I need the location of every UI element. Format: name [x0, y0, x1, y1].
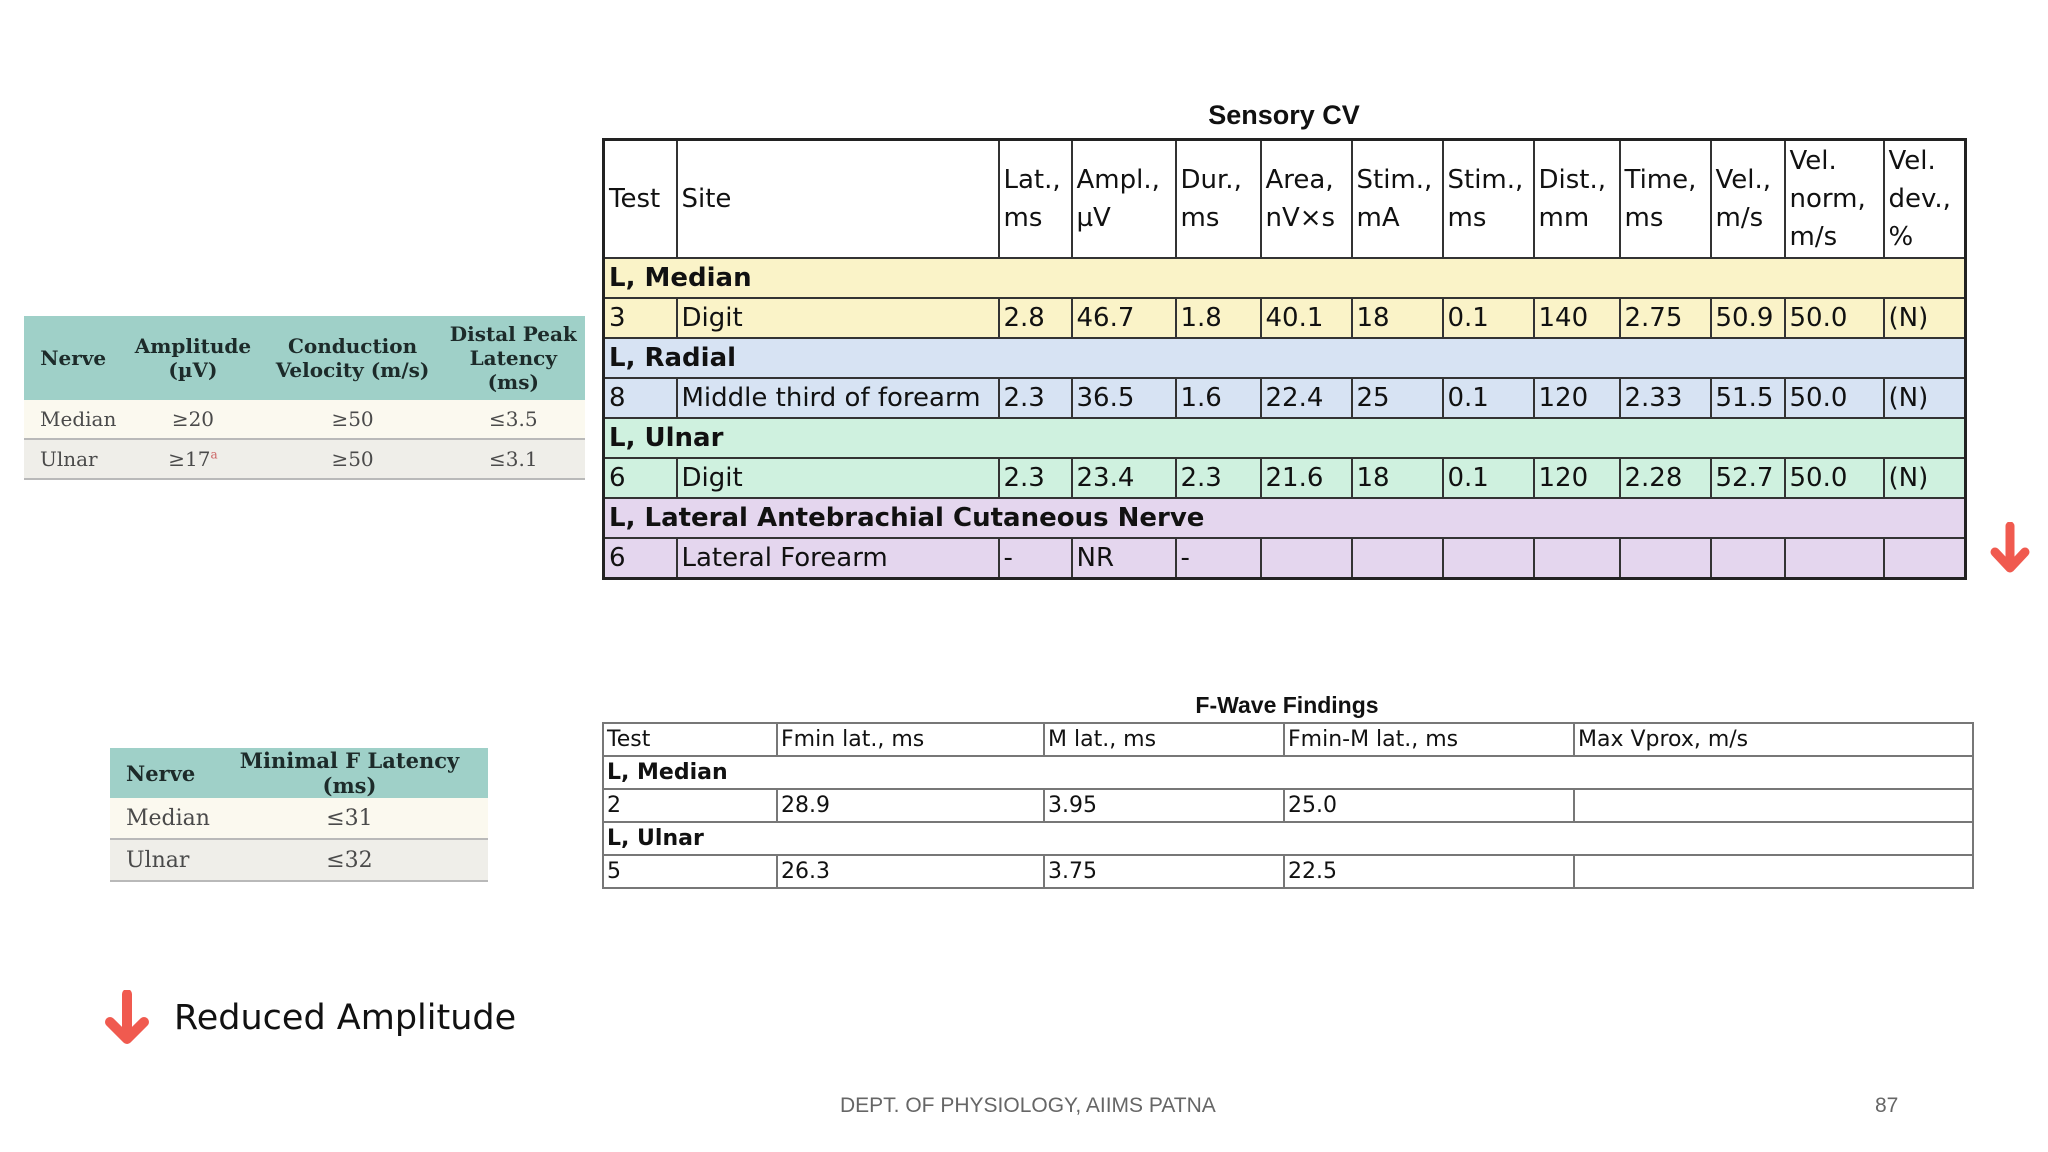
- table-cell: 140: [1534, 298, 1620, 338]
- group-label: L, Median: [604, 258, 1966, 298]
- footer-department: DEPT. OF PHYSIOLOGY, AIIMS PATNA: [840, 1094, 1216, 1117]
- header-cell: Amplitude (µV): [122, 316, 263, 400]
- fwave-header-row: [603, 723, 1973, 756]
- table-cell: (N): [1884, 298, 1966, 338]
- table-cell: [1620, 538, 1711, 579]
- table-cell: 18: [1352, 298, 1443, 338]
- group-label: L, Ulnar: [604, 418, 1966, 458]
- group-label: L, Lateral Antebrachial Cutaneous Nerve: [604, 498, 1966, 538]
- table-row: [24, 400, 585, 439]
- sensory-header-cell: Stim., mA: [1352, 140, 1443, 259]
- fwave-header-cell: Max Vprox, m/s: [1574, 723, 1973, 756]
- table-cell: 6: [604, 458, 677, 498]
- group-row: [604, 338, 1966, 378]
- legend-label: Reduced Amplitude: [174, 998, 517, 1038]
- sensory-header-cell: Vel. norm, m/s: [1785, 140, 1884, 259]
- nerve-cell: Ulnar: [24, 439, 122, 479]
- table-cell: 1.6: [1176, 378, 1261, 418]
- sensory-header-cell: Dur., ms: [1176, 140, 1261, 259]
- amplitude-value: ≥17: [168, 447, 211, 471]
- table-cell: 0.1: [1443, 378, 1534, 418]
- table-cell: -: [1176, 538, 1261, 579]
- table-row: [604, 458, 1966, 498]
- table-cell: 2.8: [999, 298, 1072, 338]
- table-cell: [1443, 538, 1534, 579]
- group-row: [603, 822, 1973, 855]
- sensory-cv-table: [602, 138, 1964, 580]
- fwave-header-cell: M lat., ms: [1044, 723, 1284, 756]
- table-cell: [1574, 855, 1973, 888]
- latency-cell: ≤31: [211, 798, 488, 839]
- table-cell: 25.0: [1284, 789, 1574, 822]
- table-cell: [1884, 538, 1966, 579]
- fwave-header-cell: Fmin lat., ms: [777, 723, 1044, 756]
- table-cell: 2.28: [1620, 458, 1711, 498]
- table-cell: 2.3: [999, 378, 1072, 418]
- sensory-header-cell: Area, nV×s: [1261, 140, 1352, 259]
- sensory-header-cell: Site: [677, 140, 999, 259]
- table-cell: 46.7: [1072, 298, 1176, 338]
- sensory-header-cell: Time, ms: [1620, 140, 1711, 259]
- group-label: L, Ulnar: [603, 822, 1973, 855]
- amplitude-cell: [122, 400, 263, 439]
- table-cell: 8: [604, 378, 677, 418]
- header-cell: Minimal F Latency (ms): [211, 748, 488, 798]
- table-cell: 50.0: [1785, 458, 1884, 498]
- table-cell: 28.9: [777, 789, 1044, 822]
- amplitude-cell: [122, 439, 263, 479]
- down-arrow-icon: [1990, 522, 2030, 576]
- group-row: [604, 418, 1966, 458]
- table-cell: NR: [1072, 538, 1176, 579]
- table-cell: 51.5: [1711, 378, 1785, 418]
- group-label: L, Median: [603, 756, 1973, 789]
- table-cell: -: [999, 538, 1072, 579]
- nerve-cell: Median: [110, 798, 211, 839]
- table-cell: 18: [1352, 458, 1443, 498]
- table-row: [604, 378, 1966, 418]
- table-cell: 2: [603, 789, 777, 822]
- table-cell: 50.0: [1785, 298, 1884, 338]
- table-cell: Digit: [677, 458, 999, 498]
- table-cell: Lateral Forearm: [677, 538, 999, 579]
- table-cell: 120: [1534, 458, 1620, 498]
- header-cell: Conduction Velocity (m/s): [264, 316, 442, 400]
- table-cell: 3.95: [1044, 789, 1284, 822]
- velocity-cell: ≥50: [264, 400, 442, 439]
- sensory-header-cell: Ampl., µV: [1072, 140, 1176, 259]
- nerve-cell: Median: [24, 400, 122, 439]
- table-cell: 2.75: [1620, 298, 1711, 338]
- latency-cell: ≤3.5: [442, 400, 585, 439]
- header-cell: Nerve: [24, 316, 122, 400]
- table-row: [603, 789, 1973, 822]
- table-cell: 50.0: [1785, 378, 1884, 418]
- table-row: [603, 855, 1973, 888]
- fwave-title: F-Wave Findings: [1195, 692, 1379, 718]
- table-cell: 3.75: [1044, 855, 1284, 888]
- group-row: [604, 258, 1966, 298]
- sensory-header-cell: Stim., ms: [1443, 140, 1534, 259]
- group-row: [604, 498, 1966, 538]
- table-cell: 5: [603, 855, 777, 888]
- header-cell: Distal Peak Latency (ms): [442, 316, 585, 400]
- down-arrow-icon: [104, 990, 150, 1046]
- table-cell: 1.8: [1176, 298, 1261, 338]
- table-cell: 120: [1534, 378, 1620, 418]
- fwave-table: [602, 722, 1972, 889]
- group-label: L, Radial: [604, 338, 1966, 378]
- table-cell: [1352, 538, 1443, 579]
- footnote-marker: a: [210, 447, 218, 462]
- table-row: [110, 839, 488, 881]
- sensory-header-cell: Dist., mm: [1534, 140, 1620, 259]
- table-cell: 22.4: [1261, 378, 1352, 418]
- table-cell: 23.4: [1072, 458, 1176, 498]
- table-cell: 2.3: [999, 458, 1072, 498]
- sensory-header-cell: Vel., m/s: [1711, 140, 1785, 259]
- table-cell: (N): [1884, 458, 1966, 498]
- table-cell: 36.5: [1072, 378, 1176, 418]
- table-cell: 50.9: [1711, 298, 1785, 338]
- reference-sensory-table: [24, 316, 585, 480]
- table-row: [24, 439, 585, 479]
- latency-cell: ≤3.1: [442, 439, 585, 479]
- velocity-cell: ≥50: [264, 439, 442, 479]
- amplitude-value: ≥20: [171, 407, 215, 431]
- fwave-header-cell: Fmin-M lat., ms: [1284, 723, 1574, 756]
- sensory-cv-title: Sensory CV: [1208, 100, 1360, 130]
- fwave-header-cell: Test: [603, 723, 777, 756]
- page-number: 87: [1875, 1094, 1899, 1117]
- nerve-cell: Ulnar: [110, 839, 211, 881]
- table-cell: 2.3: [1176, 458, 1261, 498]
- table-cell: Middle third of forearm: [677, 378, 999, 418]
- table-cell: 3: [604, 298, 677, 338]
- table-cell: [1711, 538, 1785, 579]
- table-cell: 0.1: [1443, 458, 1534, 498]
- sensory-header-cell: Test: [604, 140, 677, 259]
- table-cell: 52.7: [1711, 458, 1785, 498]
- table-cell: [1574, 789, 1973, 822]
- table-cell: 0.1: [1443, 298, 1534, 338]
- table-cell: [1785, 538, 1884, 579]
- table-row: [604, 538, 1966, 579]
- latency-cell: ≤32: [211, 839, 488, 881]
- table-cell: Digit: [677, 298, 999, 338]
- header-cell: Nerve: [110, 748, 211, 798]
- table-cell: 21.6: [1261, 458, 1352, 498]
- table-cell: [1534, 538, 1620, 579]
- reference-sensory-header-row: [24, 316, 585, 400]
- table-cell: (N): [1884, 378, 1966, 418]
- table-row: [604, 298, 1966, 338]
- sensory-header-cell: Lat., ms: [999, 140, 1072, 259]
- group-row: [603, 756, 1973, 789]
- table-cell: 2.33: [1620, 378, 1711, 418]
- reference-fwave-table: [110, 748, 488, 882]
- sensory-header-row: [604, 140, 1966, 259]
- reference-fwave-header-row: [110, 748, 488, 798]
- table-cell: 6: [604, 538, 677, 579]
- sensory-header-cell: Vel. dev., %: [1884, 140, 1966, 259]
- table-cell: [1261, 538, 1352, 579]
- table-row: [110, 798, 488, 839]
- table-cell: 40.1: [1261, 298, 1352, 338]
- table-cell: 25: [1352, 378, 1443, 418]
- table-cell: 26.3: [777, 855, 1044, 888]
- table-cell: 22.5: [1284, 855, 1574, 888]
